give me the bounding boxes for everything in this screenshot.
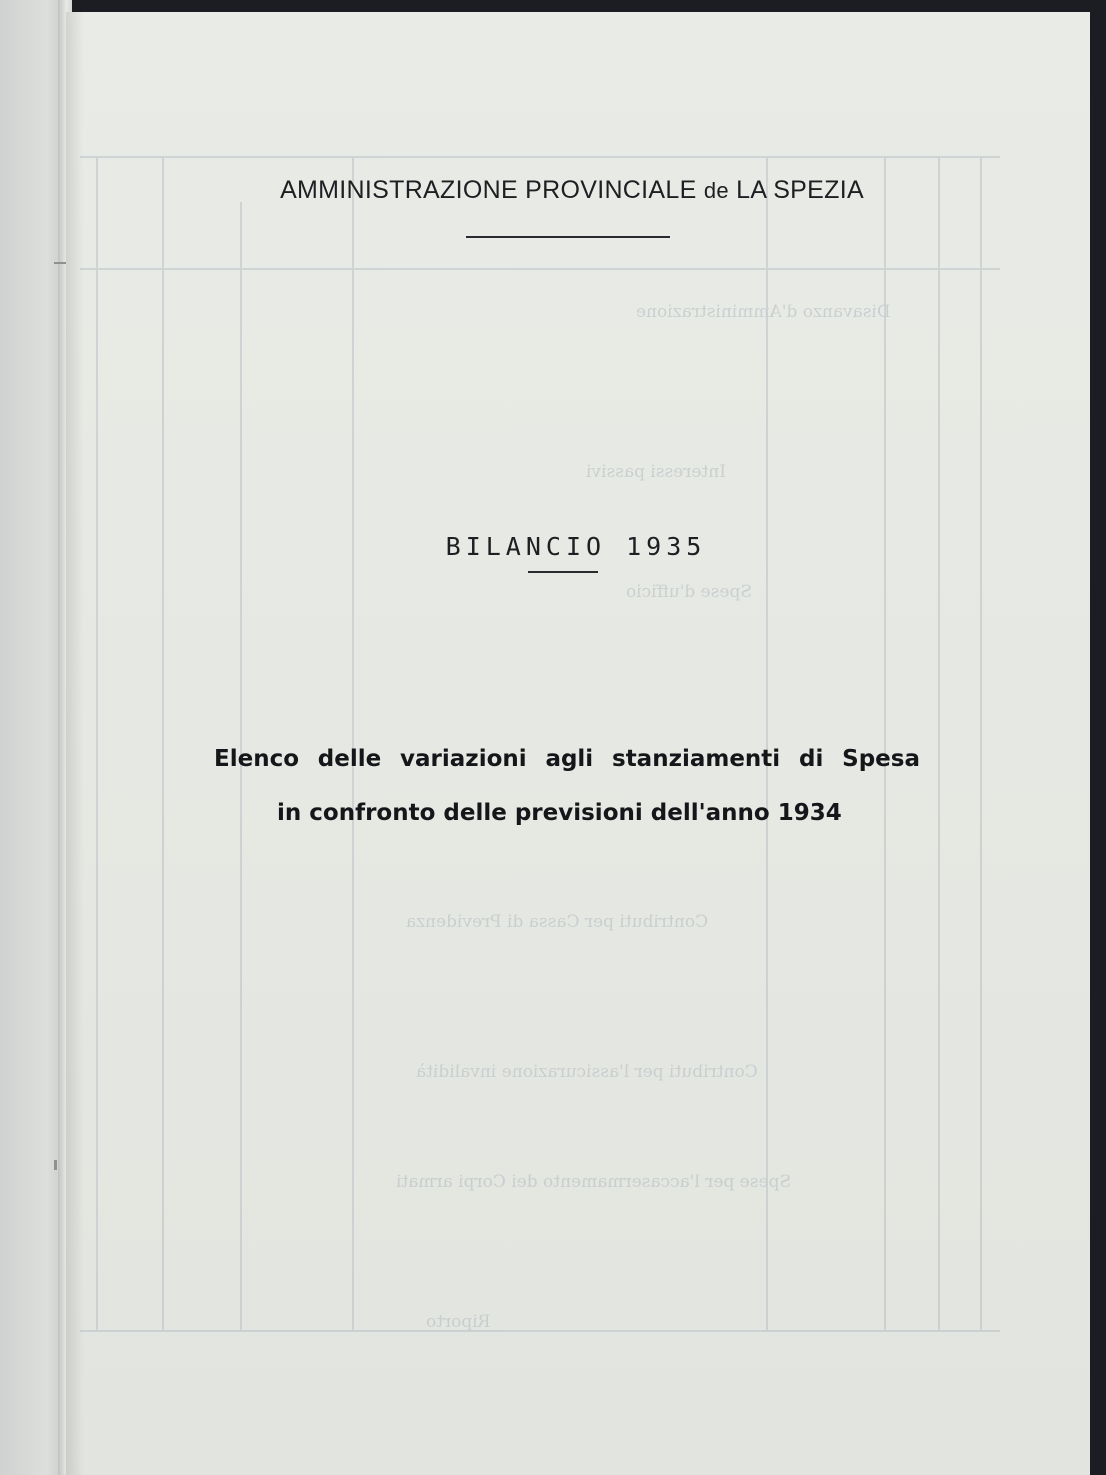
year-rule <box>528 571 598 573</box>
header-institution: AMMINISTRAZIONE PROVINCIALE <box>280 176 697 204</box>
institution-header <box>242 176 902 205</box>
subtitle-line-1: Elenco delle variazioni agli stanziamenti di Spesa <box>214 746 920 772</box>
binding-mark <box>54 1160 57 1170</box>
header-rule <box>466 236 670 238</box>
bleed-through-background: Disavanzo d'Amministrazione Interessi passivi Spese d'ufficio Contributi per Cassa di Previdenza Contributi per l'assicurazione invalidità Spese per l'accasermamento dei Corpi armati Riporto <box>66 12 1090 1475</box>
budget-year-title: BILANCIO 1935 <box>445 532 707 561</box>
header-preposition: de <box>703 178 729 203</box>
subtitle-line-2: in confronto delle previsioni dell'anno 1934 <box>277 800 842 826</box>
header-city: LA SPEZIA <box>736 176 864 204</box>
document-page <box>66 12 1090 1475</box>
left-page-edge <box>0 0 66 1475</box>
